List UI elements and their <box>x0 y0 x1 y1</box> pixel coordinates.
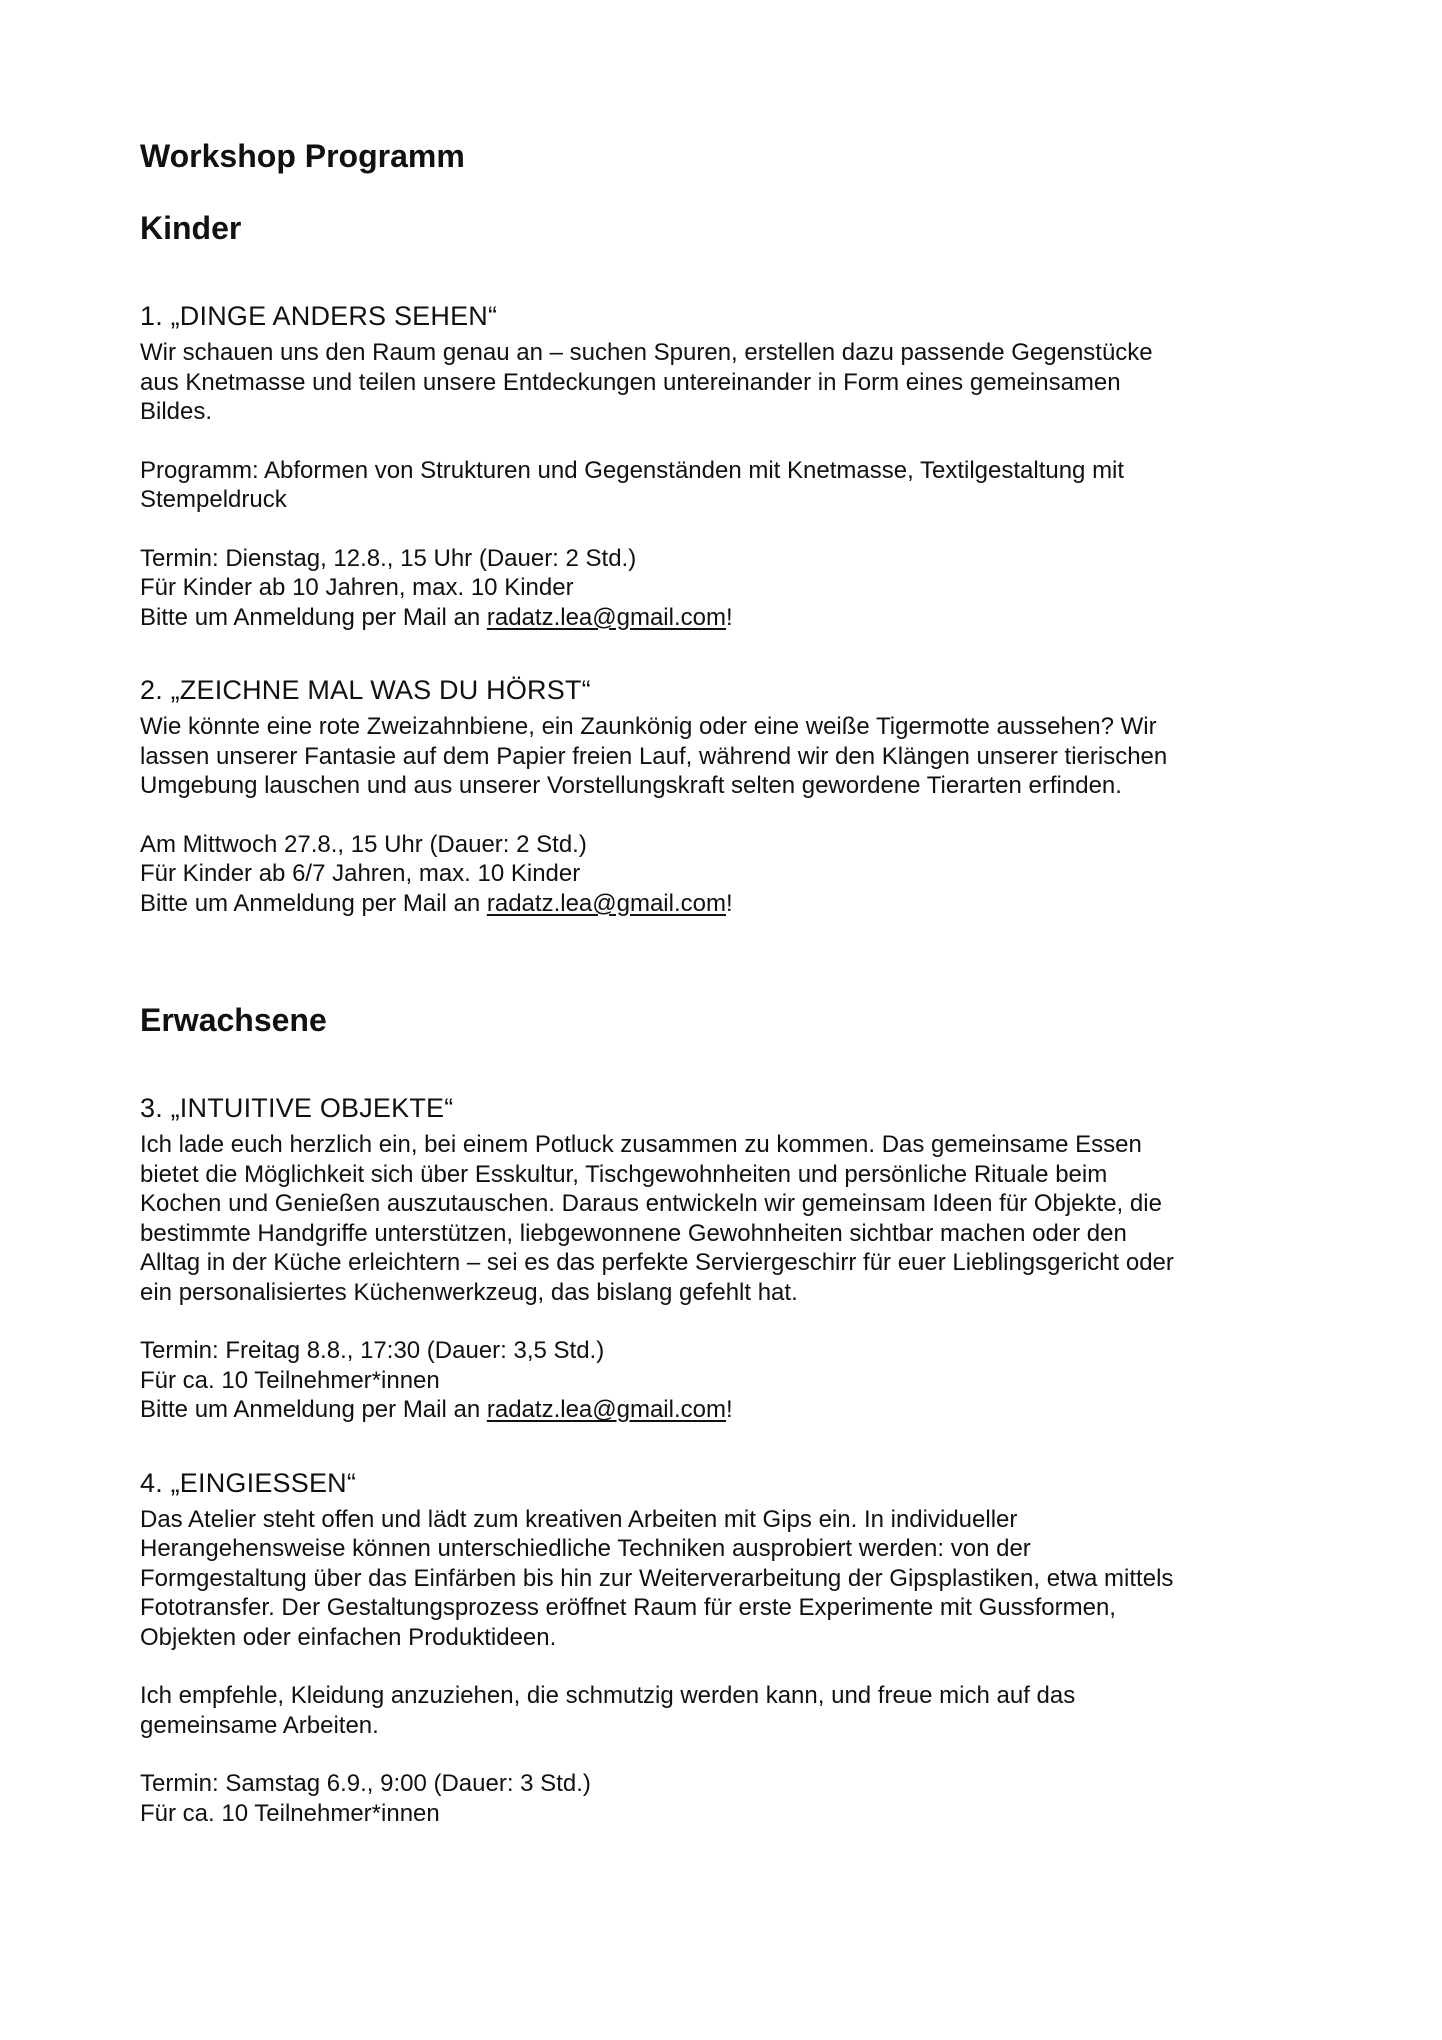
workshop-audience: Für Kinder ab 10 Jahren, max. 10 Kinder <box>140 574 574 601</box>
email-link[interactable]: radatz.lea@gmail.com <box>486 1396 726 1423</box>
workshop-title: 2. „ZEICHNE MAL WAS DU HÖRST“ <box>140 675 591 705</box>
workshop-4 <box>140 1465 1302 1829</box>
text-line: Das Atelier steht offen und lädt zum kreativen Arbeiten mit Gips ein. In individueller <box>140 1505 1018 1533</box>
text-line: Umgebung lauschen und aus unserer Vorstellungskraft selten gewordene Tierarten erfinden. <box>140 772 1122 799</box>
text-line: Formgestaltung über das Einfärben bis hin zur Weiterverarbeitung der Gipsplastiken, etwa mittels <box>140 1564 1174 1592</box>
document-title: Workshop Programm <box>140 138 465 174</box>
workshop-description <box>140 712 1302 801</box>
workshop-title: 1. „DINGE ANDERS SEHEN“ <box>140 301 498 331</box>
workshop-description <box>140 1130 1302 1307</box>
workshop-audience: Für Kinder ab 6/7 Jahren, max. 10 Kinder <box>140 860 581 887</box>
workshop-1 <box>140 298 1302 632</box>
email-link[interactable]: radatz.lea@gmail.com <box>486 889 726 917</box>
workshop-audience: Für ca. 10 Teilnehmer*innen <box>140 1799 440 1827</box>
workshop-details <box>140 544 1302 633</box>
workshop-audience: Für ca. 10 Teilnehmer*innen <box>140 1366 440 1394</box>
text-line: Objekten oder einfachen Produktideen. <box>140 1623 557 1651</box>
workshop-signup <box>140 603 1302 633</box>
text-line: bietet die Möglichkeit sich über Esskultur, Tischgewohnheiten und persönliche Rituale beim <box>140 1160 1108 1188</box>
section-erwachsene <box>140 1000 1302 1828</box>
workshop-date: Am Mittwoch 27.8., 15 Uhr (Dauer: 2 Std.) <box>140 830 587 858</box>
text-line: Wie könnte eine rote Zweizahnbiene, ein Zaunkönig oder eine weiße Tigermotte aussehen? Wir <box>140 713 1157 740</box>
workshop-date: Termin: Freitag 8.8., 17:30 (Dauer: 3,5 Std.) <box>140 1337 605 1364</box>
section-kinder <box>140 208 1302 918</box>
workshop-description <box>140 338 1302 427</box>
text-line: aus Knetmasse und teilen unsere Entdeckungen untereinander in Form eines gemeinsamen <box>140 368 1121 396</box>
text-line: Stempeldruck <box>140 486 287 513</box>
text-line: Programm: Abformen von Strukturen und Gegenständen mit Knetmasse, Textilgestaltung mit <box>140 456 1125 484</box>
workshop-3 <box>140 1090 1302 1425</box>
workshop-details <box>140 1769 1302 1828</box>
workshop-program <box>140 456 1302 515</box>
text-line: Wir schauen uns den Raum genau an – suchen Spuren, erstellen dazu passende Gegenstücke <box>140 339 1153 366</box>
text-line: Kochen und Genießen auszutauschen. Daraus entwickeln wir gemeinsam Ideen für Objekte, die <box>140 1190 1162 1217</box>
signup-suffix: ! <box>725 1396 733 1423</box>
section-heading-kinder: Kinder <box>140 210 242 246</box>
workshop-date: Termin: Dienstag, 12.8., 15 Uhr (Dauer: 2 Std.) <box>140 544 637 572</box>
workshop-title: 3. „INTUITIVE OBJEKTE“ <box>140 1093 454 1123</box>
workshop-signup <box>140 889 1302 919</box>
text-line: Ich lade euch herzlich ein, bei einem Potluck zusammen zu kommen. Das gemeinsame Essen <box>140 1131 1142 1158</box>
text-line: Herangehensweise können unterschiedliche Techniken ausprobiert werden: von der <box>140 1535 1031 1562</box>
workshop-2 <box>140 672 1302 918</box>
section-heading-erwachsene: Erwachsene <box>140 1002 327 1038</box>
workshop-details <box>140 830 1302 919</box>
text-line: bestimmte Handgriffe unterstützen, liebgewonnene Gewohnheiten sichtbar machen oder den <box>140 1219 1127 1247</box>
signup-text: Bitte um Anmeldung per Mail an <box>140 603 487 631</box>
signup-text: Bitte um Anmeldung per Mail an <box>140 1396 487 1423</box>
text-line: ein personalisiertes Küchenwerkzeug, das bislang gefehlt hat. <box>140 1278 798 1306</box>
text-line: lassen unserer Fantasie auf dem Papier freien Lauf, während wir den Klängen unserer tierischen <box>140 742 1168 770</box>
text-line: Fototransfer. Der Gestaltungsprozess eröffnet Raum für erste Experimente mit Gussformen, <box>140 1594 1116 1621</box>
signup-suffix: ! <box>725 889 733 917</box>
workshop-details <box>140 1336 1302 1425</box>
workshop-date: Termin: Samstag 6.9., 9:00 (Dauer: 3 Std.) <box>140 1770 591 1797</box>
workshop-description <box>140 1505 1302 1653</box>
text-line: Alltag in der Küche erleichtern – sei es das perfekte Serviergeschirr für euer Lieblingsgericht oder <box>140 1249 1174 1276</box>
text-line: gemeinsame Arbeiten. <box>140 1711 379 1739</box>
email-link[interactable]: radatz.lea@gmail.com <box>486 603 726 631</box>
workshop-title: 4. „EINGIESSEN“ <box>140 1467 357 1498</box>
signup-text: Bitte um Anmeldung per Mail an <box>140 889 487 917</box>
workshop-note <box>140 1681 1302 1740</box>
workshop-signup <box>140 1395 1302 1425</box>
signup-suffix: ! <box>725 603 733 631</box>
text-line: Ich empfehle, Kleidung anzuziehen, die schmutzig werden kann, und freue mich auf das <box>140 1682 1076 1709</box>
text-line: Bildes. <box>140 398 213 425</box>
